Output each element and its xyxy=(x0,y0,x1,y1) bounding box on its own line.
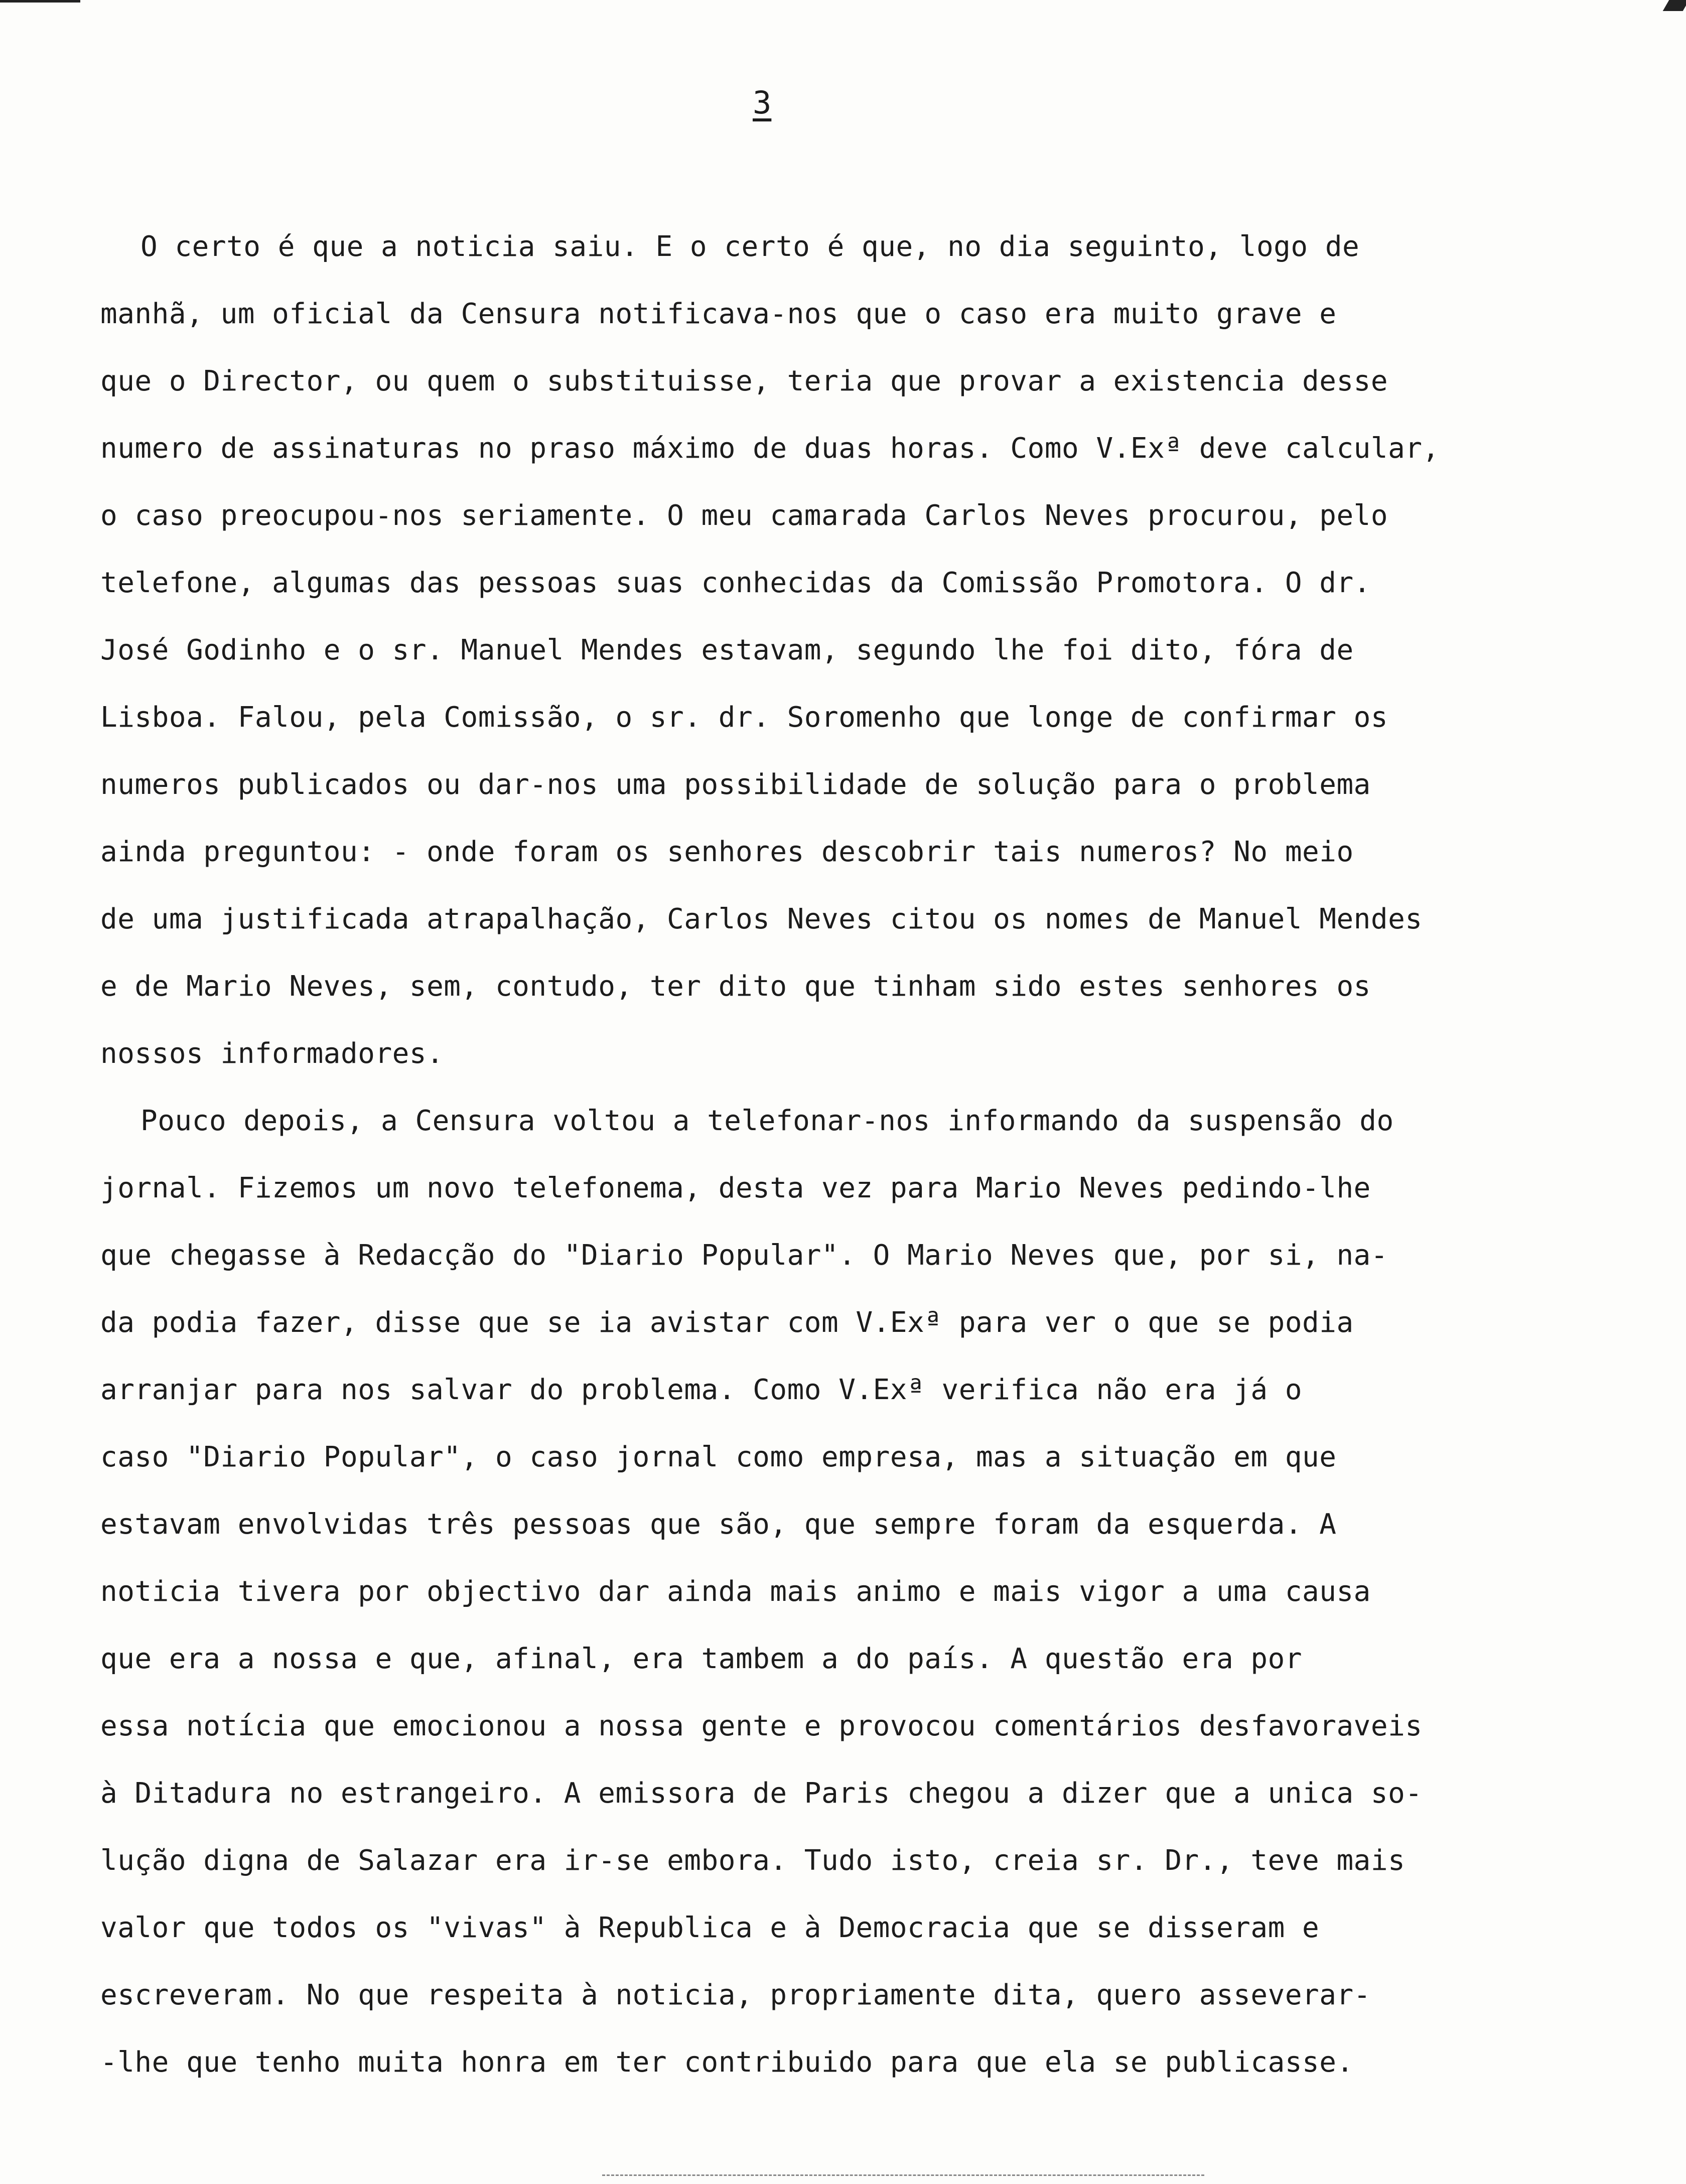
text-line: que o Director, ou quem o substituisse, teria que provar a existencia desse xyxy=(100,365,1388,397)
text-line: valor que todos os "vivas" à Republica e à Democracia que se disseram e xyxy=(100,1912,1320,1944)
text-line: numeros publicados ou dar-nos uma possibilidade de solução para o problema xyxy=(100,768,1371,801)
text-line: ainda preguntou: - onde foram os senhores descobrir tais numeros? No meio xyxy=(100,836,1354,868)
text-line: lução digna de Salazar era ir-se embora. Tudo isto, creia sr. Dr., teve mais xyxy=(100,1844,1406,1877)
text-line: estavam envolvidas três pessoas que são, que sempre foram da esquerda. A xyxy=(100,1508,1337,1541)
page-number: 3 xyxy=(753,84,772,121)
corner-mark xyxy=(1663,0,1686,11)
text-line: que era a nossa e que, afinal, era tambem a do país. A questão era por xyxy=(100,1643,1303,1675)
text-line: e de Mario Neves, sem, contudo, ter dito que tinham sido estes senhores os xyxy=(100,970,1371,1003)
text-line: que chegasse à Redacção do "Diario Popular". O Mario Neves que, por si, na- xyxy=(100,1239,1388,1272)
text-line: manhã, um oficial da Censura notificava-nos que o caso era muito grave e xyxy=(100,298,1337,330)
text-line: arranjar para nos salvar do problema. Como V.Exª verifica não era já o xyxy=(100,1374,1303,1406)
text-line: -lhe que tenho muita honra em ter contribuido para que ela se publicasse. xyxy=(100,2046,1354,2079)
text-line: à Ditadura no estrangeiro. A emissora de Paris chegou a dizer que a unica so- xyxy=(100,1777,1423,1810)
text-line: O certo é que a noticia saiu. E o certo é que, no dia seguinto, logo de xyxy=(140,230,1360,263)
top-left-rule xyxy=(0,0,80,3)
text-line: da podia fazer, disse que se ia avistar com V.Exª para ver o que se podia xyxy=(100,1306,1354,1339)
text-line: de uma justificada atrapalhação, Carlos Neves citou os nomes de Manuel Mendes xyxy=(100,903,1423,935)
text-line: numero de assinaturas no praso máximo de duas horas. Como V.Exª deve calcular, xyxy=(100,432,1440,465)
text-line: o caso preocupou-nos seriamente. O meu camarada Carlos Neves procurou, pelo xyxy=(100,499,1388,532)
text-line: nossos informadores. xyxy=(100,1037,444,1070)
text-line: José Godinho e o sr. Manuel Mendes estavam, segundo lhe foi dito, fóra de xyxy=(100,634,1354,666)
text-line: caso "Diario Popular", o caso jornal como empresa, mas a situação em que xyxy=(100,1441,1337,1473)
text-line: Pouco depois, a Censura voltou a telefonar-nos informando da suspensão do xyxy=(140,1105,1394,1137)
bottom-scan-marks xyxy=(602,2174,1204,2179)
text-line: jornal. Fizemos um novo telefonema, desta vez para Mario Neves pedindo-lhe xyxy=(100,1172,1371,1204)
letter-body xyxy=(100,213,1646,2096)
text-line: Lisboa. Falou, pela Comissão, o sr. dr. Soromenho que longe de confirmar os xyxy=(100,701,1388,734)
text-line: telefone, algumas das pessoas suas conhecidas da Comissão Promotora. O dr. xyxy=(100,567,1371,599)
text-line: essa notícia que emocionou a nossa gente e provocou comentários desfavoraveis xyxy=(100,1710,1423,1742)
text-line: noticia tivera por objectivo dar ainda mais animo e mais vigor a uma causa xyxy=(100,1575,1371,1608)
text-line: escreveram. No que respeita à noticia, propriamente dita, quero asseverar- xyxy=(100,1979,1371,2011)
